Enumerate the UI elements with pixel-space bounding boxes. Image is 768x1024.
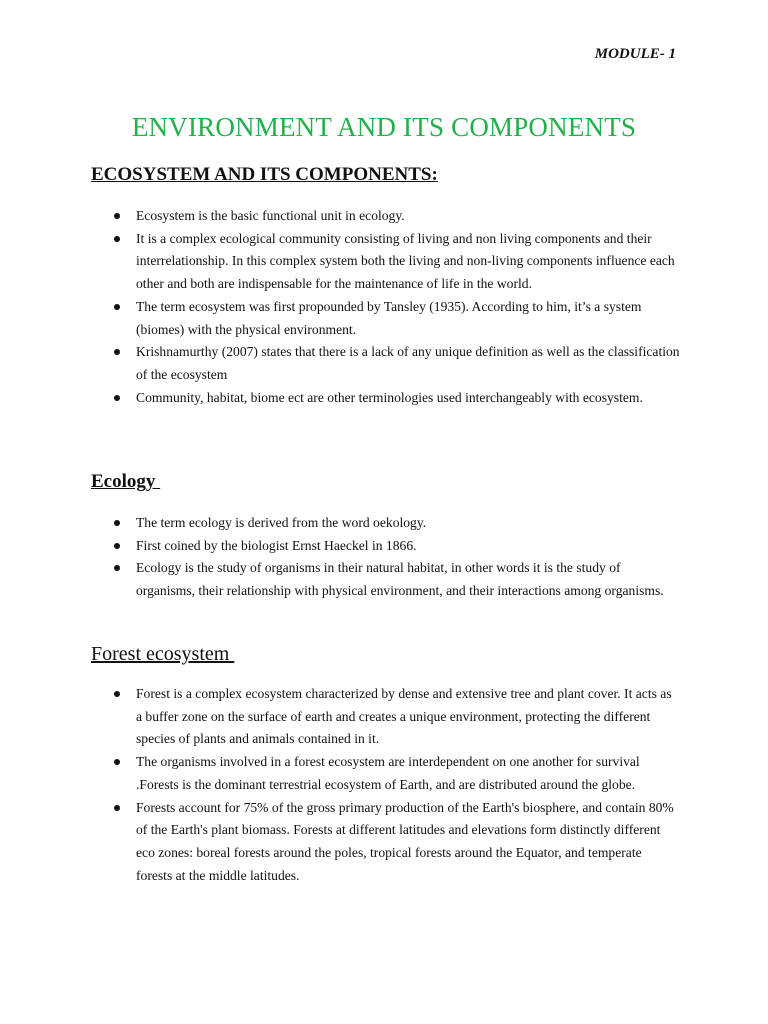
list-item bbox=[110, 205, 680, 228]
module-label: MODULE- 1 bbox=[594, 46, 676, 62]
bullet-text: The organisms involved in a forest ecosystem are interdependent on one another for survival .Forests is the dominant terrestrial ecosystem of Earth, and are distributed around the globe. bbox=[136, 754, 640, 792]
forest-bullet-list bbox=[110, 683, 680, 887]
section-heading-ecosystem: ECOSYSTEM AND ITS COMPONENTS: bbox=[91, 164, 438, 185]
list-item bbox=[110, 341, 680, 386]
section-heading-ecology: Ecology bbox=[91, 471, 161, 492]
list-item bbox=[110, 387, 680, 410]
bullet-text: First coined by the biologist Ernst Haeckel in 1866. bbox=[136, 537, 417, 553]
page-title: ENVIRONMENT AND ITS COMPONENTS bbox=[131, 112, 637, 142]
bullet-icon bbox=[114, 759, 120, 765]
bullet-icon bbox=[114, 565, 120, 571]
bullet-text: Forests account for 75% of the gross primary production of the Earth's biosphere, and contain 80% of the Earth's plant biomass. Forests at different latitudes and elevations form distinctly different eco zones: boreal forests around the poles, tropical forests around the Equator, and temperate forests at the middle latitudes. bbox=[136, 799, 674, 883]
bullet-icon bbox=[114, 304, 120, 310]
bullet-icon bbox=[114, 236, 120, 242]
bullet-text: Community, habitat, biome ect are other terminologies used interchangeably with ecosystem. bbox=[136, 389, 643, 405]
ecosystem-bullet-list bbox=[110, 205, 680, 409]
list-item bbox=[110, 228, 680, 296]
bullet-text: The term ecosystem was first propounded by Tansley (1935). According to him, it’s a system (biomes) with the physical environment. bbox=[136, 298, 642, 337]
ecology-bullet-list bbox=[110, 512, 680, 603]
list-item bbox=[110, 683, 680, 751]
bullet-text: Krishnamurthy (2007) states that there is a lack of any unique definition as well as the classification of the ecosystem bbox=[136, 344, 680, 382]
section-heading-forest-ecosystem: Forest ecosystem bbox=[91, 643, 235, 665]
bullet-text: Ecosystem is the basic functional unit in ecology. bbox=[136, 208, 405, 223]
list-item bbox=[110, 557, 680, 602]
bullet-text: The term ecology is derived from the word oekology. bbox=[136, 515, 427, 530]
list-item bbox=[110, 512, 680, 535]
list-item bbox=[110, 535, 680, 558]
bullet-icon bbox=[114, 520, 120, 526]
bullet-text: Ecology is the study of organisms in their natural habitat, in other words it is the study of organisms, their relationship with physical environment, and their interactions among organisms. bbox=[136, 560, 664, 599]
bullet-icon bbox=[114, 805, 120, 811]
list-item bbox=[110, 751, 680, 796]
bullet-icon bbox=[114, 691, 120, 697]
bullet-icon bbox=[114, 349, 120, 355]
bullet-text: Forest is a complex ecosystem characterized by dense and extensive tree and plant cover. It acts as a buffer zone on the surface of earth and creates a unique environment, protecting the different species of plants and animals contained in it. bbox=[136, 686, 672, 747]
list-item bbox=[110, 797, 680, 888]
bullet-icon bbox=[114, 543, 120, 549]
list-item bbox=[110, 296, 680, 341]
bullet-icon bbox=[114, 395, 120, 401]
bullet-icon bbox=[114, 213, 120, 219]
bullet-text: It is a complex ecological community consisting of living and non living components and their interrelationship. In this complex system both the living and non-living components influence each other and both are indispensable for the maintenance of life in the world. bbox=[136, 230, 675, 292]
